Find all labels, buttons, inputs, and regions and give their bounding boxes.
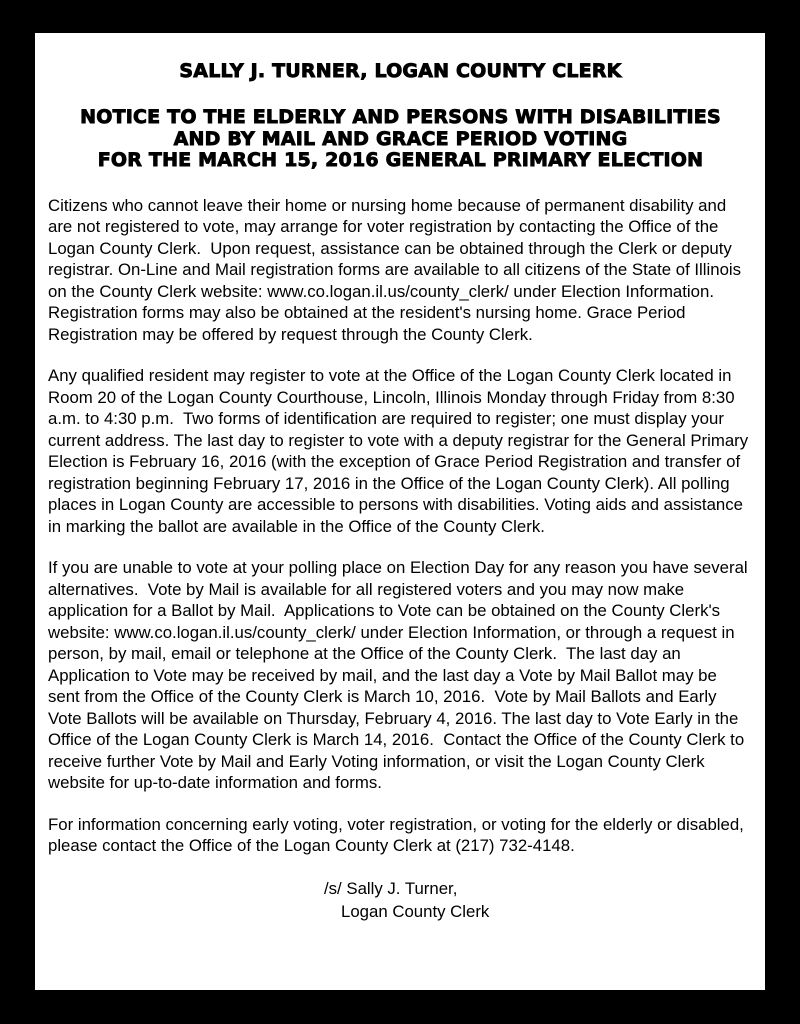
document-author-title: SALLY J. TURNER, LOGAN COUNTY CLERK bbox=[179, 60, 622, 82]
paragraph-homebound-registration: Citizens who cannot leave their home or nursing home because of permanent disability and are not registered to vote, may arrange for voter registration by contacting the Office of the Logan County Clerk. Upon request, assistance can be obtained through the Clerk or deputy registrar. On-Line and Mail registration forms are available to all citizens of the State of Illinois on the County Clerk website: www.co.logan.il.us/county_clerk/ under Election Information. Registration forms may also be obtained at the resident's nursing home. Grace Period Registration may be offered by request through the County Clerk. bbox=[48, 195, 746, 344]
signature-name: /s/ Sally J. Turner, bbox=[324, 878, 458, 898]
notice-heading-line-3: FOR THE MARCH 15, 2016 GENERAL PRIMARY ELECTION bbox=[97, 149, 704, 171]
document-page bbox=[35, 33, 765, 990]
paragraph-contact-information: For information concerning early voting, voter registration, or voting for the elderly or disabled, please contact the Office of the Logan County Clerk at (217) 732-4148. bbox=[48, 814, 749, 855]
notice-heading-line-2: AND BY MAIL AND GRACE PERIOD VOTING bbox=[173, 127, 628, 150]
signature-block bbox=[324, 877, 753, 923]
paragraph-register-at-office: Any qualified resident may register to vote at the Office of the Logan County Clerk located in Room 20 of the Logan County Courthouse, Lincoln, Illinois Monday through Friday from 8:30 a.m. to 4:30 p.m. Two forms of identification are required to register; one must display your current address. The last day to register to vote with a deputy registrar for the General Primary Election is February 16, 2016 (with the exception of Grace Period Registration and transfer of registration beginning February 17, 2016 in the Office of the Logan County Clerk). All polling places in Logan County are accessible to persons with disabilities. Voting aids and assistance in marking the ballot are available in the Office of the County Clerk. bbox=[48, 366, 753, 536]
signature-title: Logan County Clerk bbox=[341, 901, 490, 921]
paragraph-vote-by-mail-options: If you are unable to vote at your polling place on Election Day for any reason you have several alternatives. Vote by Mail is available for all registered voters and you may now make application for a Ballot by Mail. Applications to Vote can be obtained on the County Clerk's website: www.co.logan.il.us/county_clerk/ under Election Information, or through a request in person, by mail, email or telephone at the Office of the County Clerk. The last day an Application to Vote may be received by mail, and the last day a Vote by Mail Ballot may be sent from the Office of the County Clerk is March 10, 2016. Vote by Mail Ballots and Early Vote Ballots will be available on Thursday, February 4, 2016. The last day to Vote Early in the Office of the Logan County Clerk is March 14, 2016. Contact the Office of the County Clerk to receive further Vote by Mail and Early Voting information, or visit the Logan County Clerk website for up-to-date information and forms. bbox=[48, 558, 753, 792]
notice-heading-line-1: NOTICE TO THE ELDERLY AND PERSONS WITH DISABILITIES bbox=[80, 106, 721, 128]
notice-body bbox=[48, 195, 753, 857]
notice-heading bbox=[48, 107, 753, 172]
